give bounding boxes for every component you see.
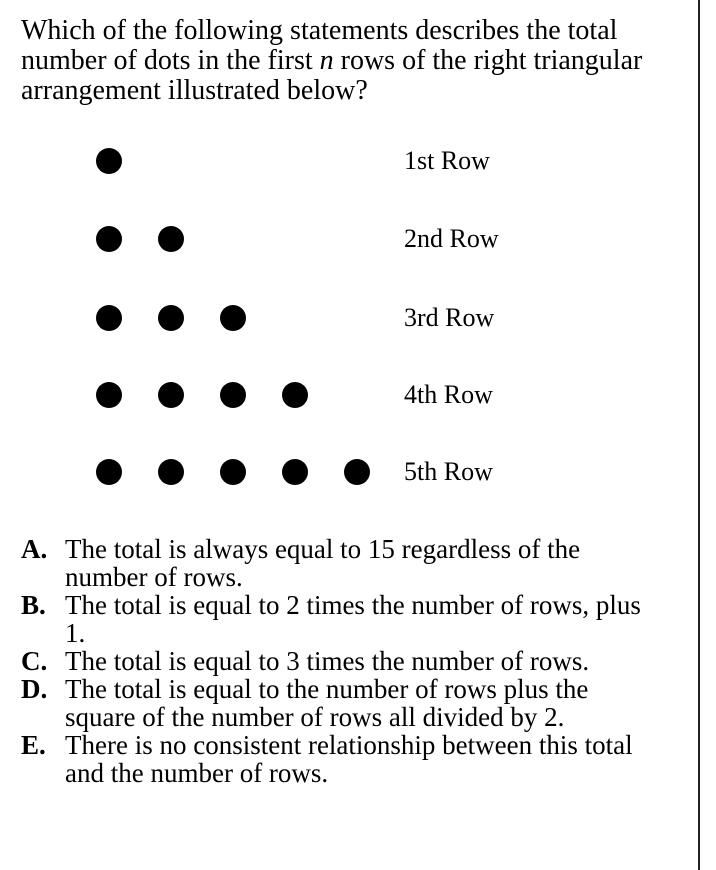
answer-choices bbox=[21, 535, 661, 787]
dot-row bbox=[0, 457, 716, 487]
choice-letter: B. bbox=[21, 590, 46, 620]
dot bbox=[282, 459, 308, 485]
choice-b[interactable] bbox=[21, 591, 661, 647]
choice-text: The total is equal to the number of rows plus the square of the number of rows all divided by 2. bbox=[65, 674, 589, 732]
choice-letter: E. bbox=[21, 730, 46, 760]
choice-c[interactable] bbox=[21, 647, 661, 675]
choice-text: The total is equal to 3 times the number of rows. bbox=[65, 646, 590, 676]
dot bbox=[96, 226, 122, 252]
choice-a[interactable] bbox=[21, 535, 661, 591]
dot bbox=[96, 305, 122, 331]
dot bbox=[158, 382, 184, 408]
choice-letter: D. bbox=[21, 674, 48, 704]
row-label: 5th Row bbox=[404, 457, 493, 486]
dot bbox=[96, 148, 122, 174]
dot bbox=[282, 382, 308, 408]
dot bbox=[220, 382, 246, 408]
row-label: 3rd Row bbox=[404, 303, 495, 332]
dot-row bbox=[0, 224, 716, 254]
dot bbox=[158, 226, 184, 252]
row-label: 2nd Row bbox=[404, 224, 499, 253]
choice-e[interactable] bbox=[21, 731, 661, 787]
dot-row bbox=[0, 380, 716, 410]
dot-row bbox=[0, 303, 716, 333]
dot bbox=[220, 305, 246, 331]
dot bbox=[96, 459, 122, 485]
choice-text: The total is equal to 2 times the number of rows, plus 1. bbox=[65, 590, 641, 648]
choice-text: The total is always equal to 15 regardless of the number of rows. bbox=[65, 534, 581, 592]
row-label: 4th Row bbox=[404, 380, 493, 409]
question-variable: n bbox=[319, 45, 334, 76]
row-label: 1st Row bbox=[404, 146, 490, 175]
choice-letter: A. bbox=[21, 534, 48, 564]
choice-d[interactable] bbox=[21, 675, 661, 731]
dot bbox=[158, 305, 184, 331]
question-text-part1: Which of the following statements describes the total number of dots in the first bbox=[21, 15, 618, 76]
dot bbox=[220, 459, 246, 485]
choice-text: There is no consistent relationship between this total and the number of rows. bbox=[65, 730, 633, 788]
question-text-part2: rows of the right triangular arrangement illustrated below? bbox=[21, 45, 643, 106]
dot bbox=[158, 459, 184, 485]
dot-row bbox=[0, 146, 716, 176]
dot bbox=[96, 382, 122, 408]
dot bbox=[344, 459, 370, 485]
choice-letter: C. bbox=[21, 646, 48, 676]
